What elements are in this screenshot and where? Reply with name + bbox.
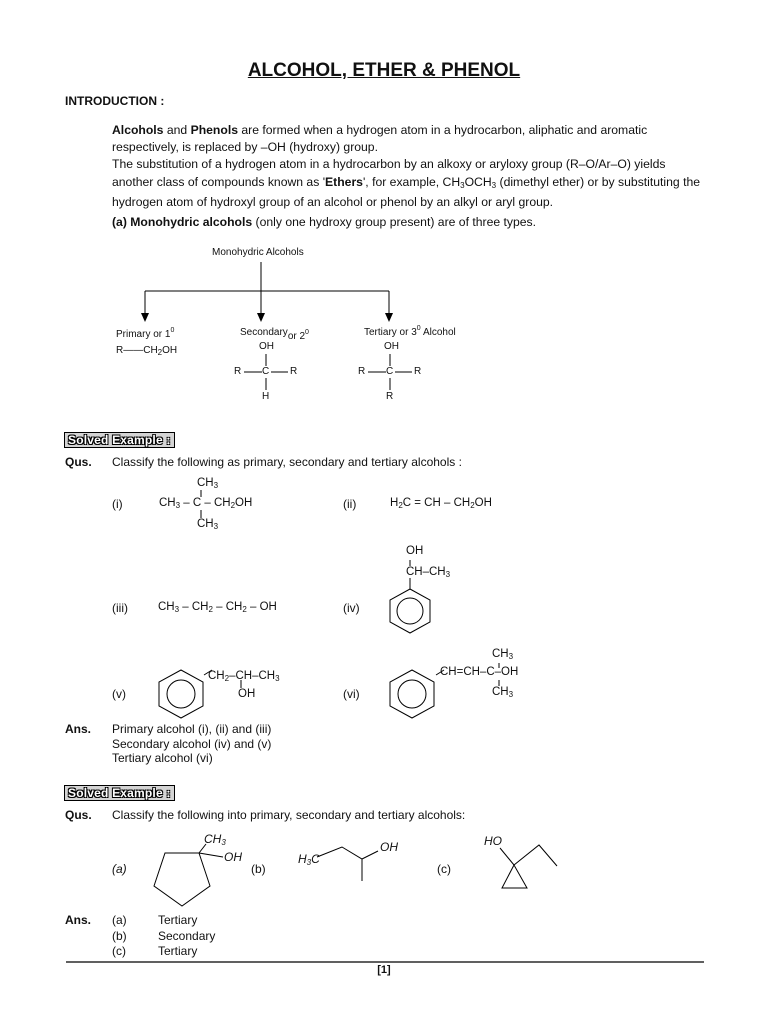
ans-label-1: Ans. — [65, 722, 92, 736]
sub: 2 — [242, 605, 247, 614]
degree: 0 — [416, 325, 421, 332]
tertiary-oh: OH — [384, 341, 399, 352]
ch: CH — [197, 477, 214, 489]
tertiary-r-right: R — [414, 366, 422, 377]
label-vi: (vi) — [343, 687, 360, 701]
secondary-c: C — [262, 366, 270, 377]
ch: CH — [204, 832, 222, 846]
a-ch3 — [204, 832, 226, 847]
ch: CH — [492, 648, 509, 660]
sub: 3 — [508, 652, 514, 661]
term-ethers: Ethers — [325, 174, 363, 189]
p1-rest: are formed when a hydrogen atom in a hydrocarbon, aliphatic and aromatic respectively, is replaced by –OH (hydroxy) group. — [112, 123, 648, 154]
answer-1-line-2: Secondary alcohol (iv) and (v) — [112, 737, 272, 751]
tree-primary-label — [116, 327, 174, 340]
answer-2-value-a: Tertiary — [158, 913, 198, 927]
oh: OH — [474, 497, 492, 509]
h: H — [390, 497, 399, 509]
label-iv: (iv) — [343, 601, 360, 615]
ch: –CH–CH — [229, 670, 276, 682]
sub: 3 — [174, 605, 180, 614]
i-ch3-bottom — [197, 518, 218, 531]
label-iii: (iii) — [112, 601, 128, 615]
mid: C = CH – CH — [402, 497, 471, 509]
ch: CH — [197, 518, 214, 530]
label-ii: (ii) — [343, 497, 357, 511]
label-i: (i) — [112, 497, 123, 511]
benzene-circle-iv — [397, 598, 423, 624]
vi-ch3-bottom — [492, 686, 513, 699]
iii-structure — [158, 601, 277, 614]
alcohol-text: Alcohol — [422, 327, 456, 338]
oh: OH — [162, 345, 178, 356]
label-c: (c) — [437, 862, 451, 876]
ch: CH — [492, 686, 509, 698]
primary-structure — [116, 345, 177, 357]
benzene-ring-iv — [390, 589, 430, 633]
sub: 3 — [491, 180, 497, 190]
ch: – CH — [212, 601, 243, 613]
tree-root-label: Monohydric Alcohols — [212, 247, 304, 258]
answer-2-key-b: (b) — [112, 929, 127, 943]
ii-structure — [390, 497, 492, 510]
degree: 0 — [170, 327, 175, 334]
iv-ch-ch3 — [406, 566, 450, 579]
b-h3c — [298, 852, 320, 867]
tree-secondary-label — [240, 325, 309, 342]
tree-tertiary-label — [364, 325, 456, 338]
answer-1-line-1: Primary alcohol (i), (ii) and (iii) — [112, 722, 272, 736]
secondary-r-right: R — [290, 366, 298, 377]
sub: 3 — [275, 674, 280, 683]
label-a: (a) — [112, 862, 127, 876]
tertiary-c: C — [386, 366, 394, 377]
sub: 3 — [221, 838, 226, 847]
v-chain — [208, 670, 280, 683]
ans-label-2: Ans. — [65, 913, 92, 927]
iv-oh: OH — [406, 545, 424, 557]
p2-b: ', for example, CH — [362, 174, 461, 189]
solved-example-badge-1: Solved Example : — [64, 432, 175, 448]
c: C — [311, 852, 320, 866]
secondary-oh: OH — [259, 341, 274, 352]
ch: CH — [208, 670, 225, 682]
and-text: and — [163, 123, 191, 137]
oh: OH — [235, 497, 253, 509]
a-oh: OH — [224, 850, 242, 864]
c-ho: HO — [484, 834, 502, 848]
qus-label-2: Qus. — [65, 808, 92, 822]
p2-a: The substitution of a hydrogen atom in a hydrocarbon by an alkoxy or aryloxy group (R–O/Ar–O) yields another class of compounds known as ' — [112, 157, 666, 189]
answer-2-value-b: Secondary — [158, 929, 216, 943]
term-alcohols: Alcohols — [112, 123, 164, 137]
sub: 3 — [306, 858, 312, 867]
p2-c: OCH — [464, 174, 492, 189]
label-v: (v) — [112, 687, 126, 701]
sub: 3 — [213, 522, 219, 531]
ch: CH — [158, 601, 175, 613]
sub: 2 — [224, 674, 230, 683]
secondary-or-text: or 2 — [287, 331, 306, 342]
sub: 3 — [460, 180, 465, 190]
answer-1-line-3: Tertiary alcohol (vi) — [112, 751, 213, 765]
sub: 2 — [230, 501, 236, 510]
sub: 3 — [508, 690, 514, 699]
ch: – CH — [179, 601, 209, 613]
mid: – C – CH — [180, 497, 231, 509]
b-oh: OH — [380, 840, 398, 854]
h: H — [298, 852, 307, 866]
p2-d: (dimethyl ether) or by substituting the hydrogen atom of hydroxyl group of an alcohol or phenol by an alkyl or aryl group. — [112, 174, 701, 209]
question-2: Classify the following into primary, secondary and tertiary alcohols: — [112, 808, 466, 822]
secondary-h: H — [262, 391, 270, 402]
ch: CH — [159, 497, 176, 509]
ch: CH–CH — [406, 566, 446, 578]
secondary-r-left: R — [234, 366, 242, 377]
page-title: ALCOHOL, ETHER & PHENOL — [247, 60, 521, 81]
v-oh: OH — [238, 688, 256, 700]
sub: 3 — [175, 501, 181, 510]
degree: 0 — [305, 329, 309, 336]
i-ch3-top — [197, 477, 218, 490]
benzene-ring-v — [159, 670, 203, 718]
primary-text: Primary or 1 — [116, 329, 171, 340]
solved-example-badge-2: Solved Example : — [64, 785, 175, 801]
page-number: [1] — [377, 964, 391, 976]
secondary-or — [288, 331, 309, 342]
sub: 2 — [470, 501, 475, 510]
sub: 3 — [445, 570, 451, 579]
tertiary-r-bottom: R — [386, 391, 394, 402]
section-heading: INTRODUCTION : — [65, 94, 165, 108]
monohydric-term: (a) Monohydric alcohols — [112, 215, 253, 229]
oh: – OH — [246, 601, 277, 613]
benzene-ring-vi — [390, 670, 434, 718]
benzene-circle-v — [167, 680, 195, 708]
vi-ch3-top — [492, 648, 513, 661]
term-phenols: Phenols — [190, 123, 238, 137]
secondary-text: Secondary — [240, 327, 288, 338]
sub: 2 — [398, 501, 403, 510]
tertiary-text: Tertiary or 3 — [364, 327, 417, 338]
sub: 2 — [157, 348, 163, 357]
label-b: (b) — [251, 862, 266, 876]
answer-2-key-c: (c) — [112, 944, 126, 958]
tertiary-r-left: R — [358, 366, 366, 377]
benzene-circle-vi — [398, 680, 426, 708]
r-ch2: R——CH — [116, 345, 158, 356]
i-main-chain — [159, 497, 252, 510]
sub: 3 — [213, 481, 219, 490]
qus-label-1: Qus. — [65, 455, 92, 469]
monohydric-rest: (only one hydroxy group present) are of three types. — [252, 215, 537, 229]
answer-2-value-c: Tertiary — [158, 944, 198, 958]
sub: 2 — [208, 605, 213, 614]
question-1: Classify the following as primary, secondary and tertiary alcohols : — [112, 455, 462, 469]
answer-2-key-a: (a) — [112, 913, 127, 927]
vi-main-chain: CH=CH–C–OH — [440, 666, 519, 678]
